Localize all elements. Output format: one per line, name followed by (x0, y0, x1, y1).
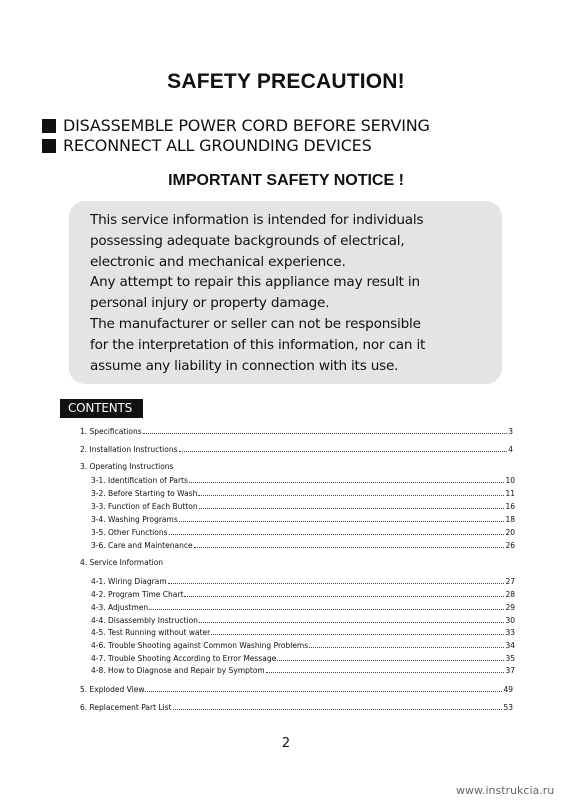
toc-label: 4-3. Adjustmen (91, 603, 149, 612)
toc-leader (145, 691, 502, 692)
toc-leader (168, 583, 505, 584)
toc-label: 4-2. Program Time Chart (91, 590, 184, 599)
toc-page: 35 (505, 654, 515, 663)
toc-leader (211, 634, 504, 635)
notice-title: IMPORTANT SAFETY NOTICE ! (168, 172, 404, 189)
toc-page: 28 (505, 590, 515, 599)
toc-entry[interactable] (80, 426, 513, 436)
square-bullet-icon (42, 119, 56, 133)
toc-leader (199, 622, 505, 623)
toc-page: 26 (505, 541, 515, 550)
toc-leader (199, 508, 505, 509)
toc-entry[interactable] (80, 684, 513, 694)
toc-leader (194, 547, 505, 548)
toc-entry[interactable] (91, 615, 515, 625)
toc-leader (198, 495, 504, 496)
toc-page: 3 (508, 427, 513, 436)
square-bullet-icon (42, 139, 56, 153)
toc-entry[interactable] (91, 589, 515, 599)
toc-page: 27 (505, 577, 515, 586)
toc-section-heading: 3. Operating Instructions (80, 462, 174, 471)
page-title: SAFETY PRECAUTION! (167, 70, 405, 93)
toc-label: 1. Specifications (80, 427, 142, 436)
toc-leader (179, 521, 505, 522)
toc-leader (173, 709, 503, 710)
toc-entry[interactable] (91, 527, 515, 537)
toc-label: 4-8. How to Diagnose and Repair by Symptom (91, 666, 265, 675)
toc-label: 4-7. Trouble Shooting According to Error Message (91, 654, 277, 663)
notice-line: This service information is intended for individuals (90, 212, 424, 228)
toc-label: 4-1. Wiring Diagram (91, 577, 167, 586)
toc-entry[interactable] (91, 514, 515, 524)
toc-entry[interactable] (80, 702, 513, 712)
toc-entry[interactable] (91, 602, 515, 612)
toc-label: 3-6. Care and Maintenance (91, 541, 193, 550)
notice-box (69, 201, 502, 384)
toc-leader (179, 451, 508, 452)
toc-label: 3-5. Other Functions (91, 528, 168, 537)
toc-page: 10 (505, 476, 515, 485)
toc-page: 20 (505, 528, 515, 537)
toc-section-heading: 4. Service Information (80, 558, 164, 567)
notice-line: personal injury or property damage. (90, 295, 330, 312)
toc-label: 2. Installation Instructions (80, 445, 178, 454)
toc-page: 18 (505, 515, 515, 524)
toc-page: 16 (505, 502, 515, 511)
toc-page: 11 (505, 489, 515, 498)
toc-label: 4-5. Test Running without water (91, 628, 211, 637)
toc-label: 3-3. Function of Each Button (91, 502, 198, 511)
page-number: 2 (281, 736, 291, 751)
toc-entry[interactable] (91, 640, 515, 650)
watermark: www.instrukcia.ru (456, 784, 555, 797)
toc-label: 5. Exploded View (80, 685, 145, 694)
toc-label: 3-2. Before Starting to Wash (91, 489, 198, 498)
toc-leader (309, 647, 504, 648)
warning-text: RECONNECT ALL GROUNDING DEVICES (63, 136, 372, 155)
toc-page: 33 (505, 628, 515, 637)
toc-page: 34 (505, 641, 515, 650)
toc-leader (266, 672, 505, 673)
toc-page: 53 (503, 703, 513, 712)
toc-entry[interactable] (91, 488, 515, 498)
toc-page: 49 (503, 685, 513, 694)
toc-label: 6. Replacement Part List (80, 703, 172, 712)
toc-leader (277, 660, 504, 661)
toc-entry[interactable] (91, 475, 515, 485)
toc-entry[interactable] (91, 501, 515, 511)
notice-line: The manufacturer or seller can not be responsible (90, 315, 421, 332)
toc-entry[interactable] (91, 665, 515, 675)
warning-line-1 (42, 116, 430, 135)
notice-line: for the interpretation of this information, nor can it (90, 336, 426, 353)
toc-leader (143, 433, 508, 434)
toc-leader (184, 596, 504, 597)
toc-label: 4-6. Trouble Shooting against Common Washing Problems (91, 641, 309, 650)
toc-page: 4 (508, 445, 513, 454)
warning-text: DISASSEMBLE POWER CORD BEFORE SERVING (63, 116, 430, 135)
notice-line: Any attempt to repair this appliance may result in (90, 274, 420, 291)
notice-line: possessing adequate backgrounds of electrical, (90, 232, 405, 249)
toc-label: 3-4. Washing Programs (91, 515, 178, 524)
toc-page: 30 (505, 616, 515, 625)
toc-leader (149, 609, 504, 610)
toc-page: 37 (505, 666, 515, 675)
toc-entry[interactable] (91, 627, 515, 637)
notice-line: electronic and mechanical experience. (90, 253, 346, 270)
toc-leader (189, 482, 505, 483)
notice-line: assume any liability in connection with its use. (90, 357, 399, 374)
toc-entry[interactable] (91, 653, 515, 663)
toc-leader (169, 534, 505, 535)
toc-page: 29 (505, 603, 515, 612)
toc-entry[interactable] (91, 576, 515, 586)
warning-line-2 (42, 136, 372, 155)
toc-label: 3-1. Identification of Parts (91, 476, 188, 485)
toc-label: 4-4. Disassembly Instruction (91, 616, 198, 625)
toc-entry[interactable] (91, 540, 515, 550)
toc-entry[interactable] (80, 444, 513, 454)
contents-heading: CONTENTS (60, 399, 143, 418)
